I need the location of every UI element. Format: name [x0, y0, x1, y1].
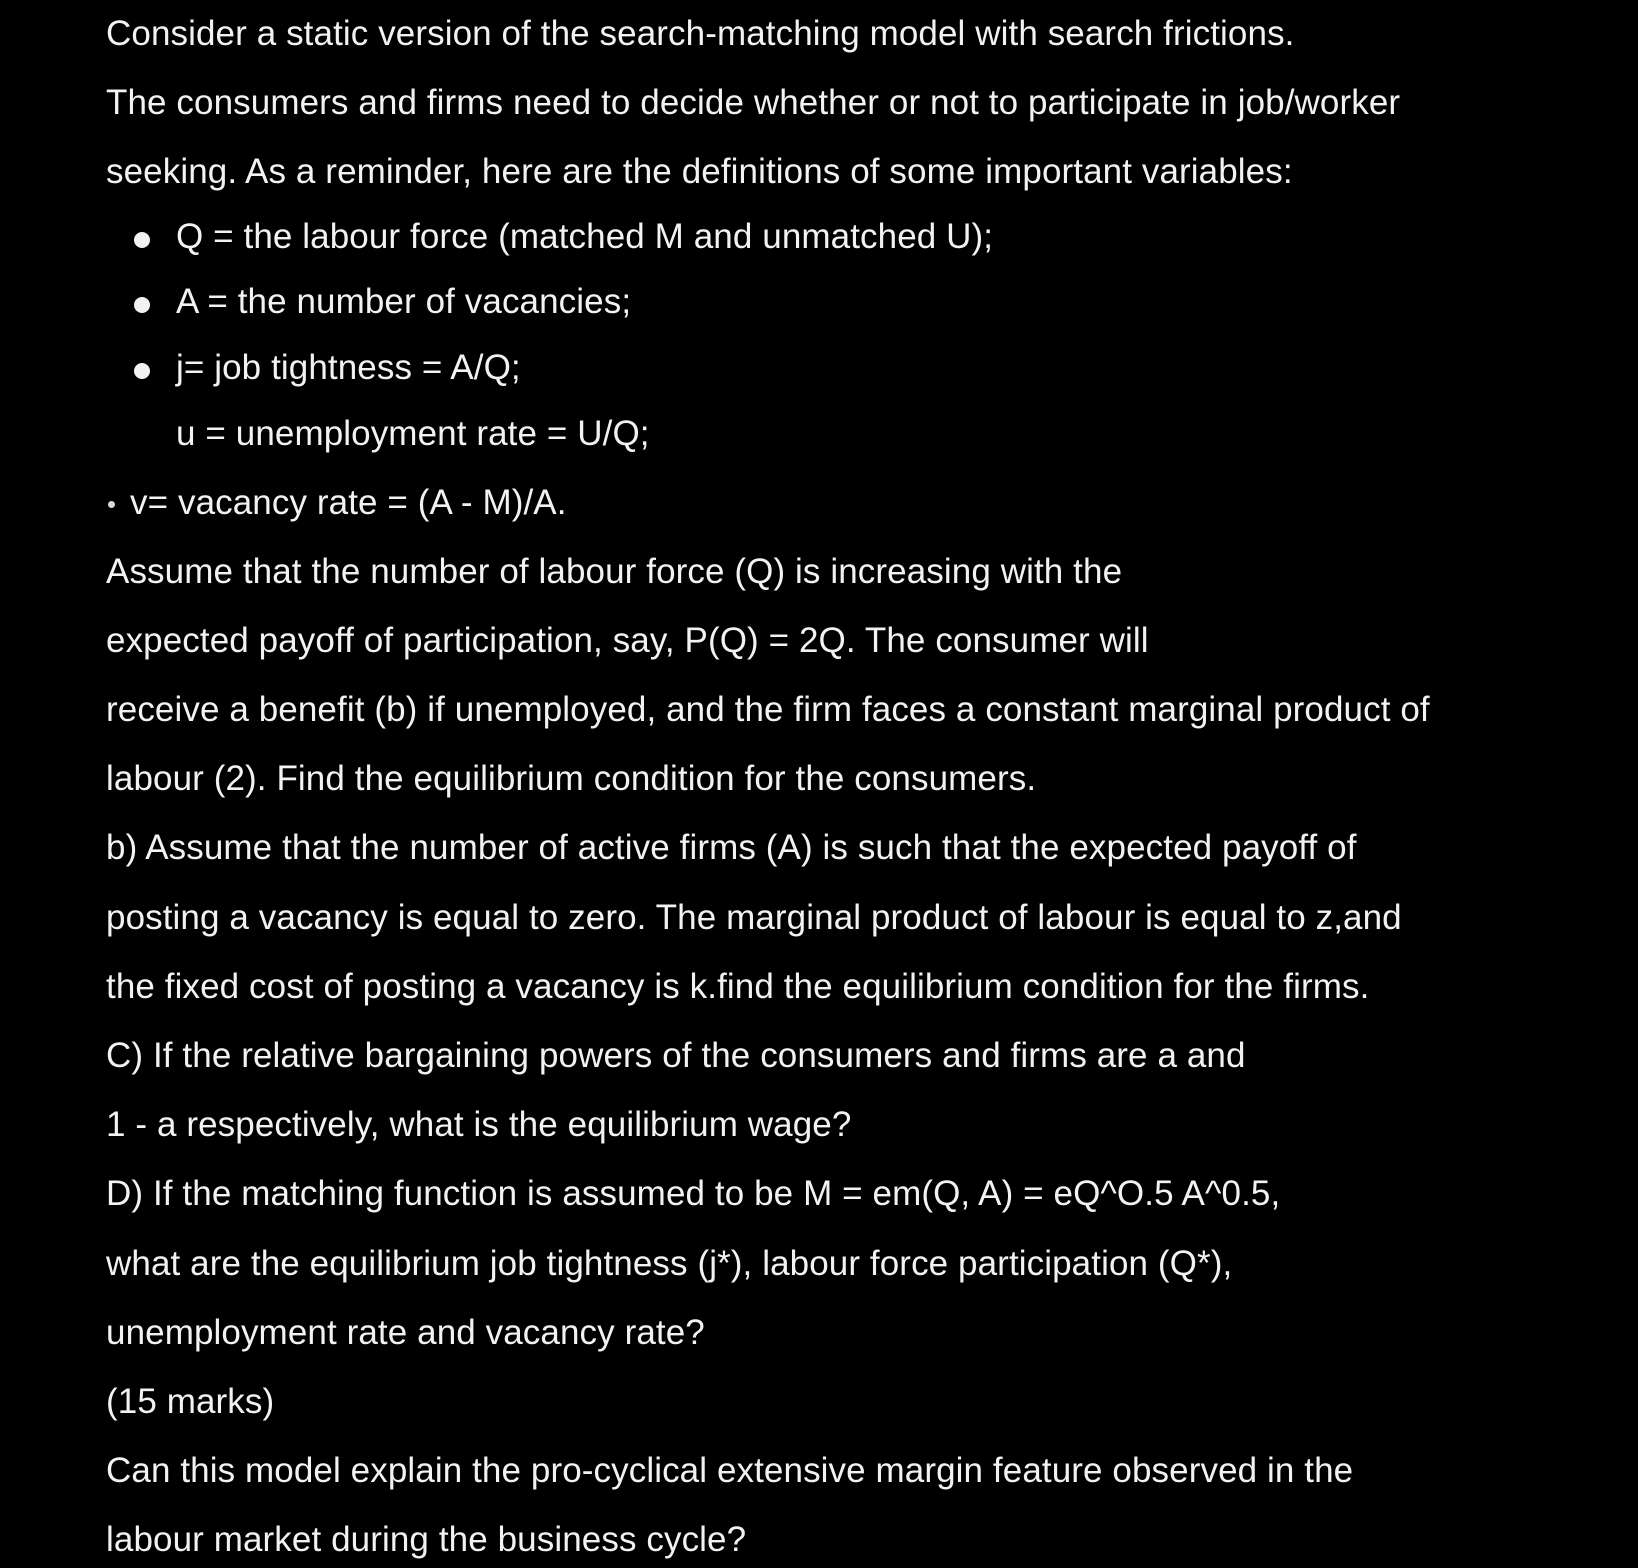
bullet-dot-icon [134, 232, 150, 248]
part-c-line-1: C) If the relative bargaining powers of the consumers and firms are a and [106, 1036, 1246, 1075]
part-c-line-2: 1 - a respectively, what is the equilibrium wage? [106, 1105, 852, 1144]
definition-unemployment-rate: u = unemployment rate = U/Q; [176, 414, 650, 453]
intro-line-2: The consumers and firms need to decide whether or not to participate in job/worker [106, 83, 1401, 122]
bullet-dot-icon [134, 297, 150, 313]
final-question-line-1: Can this model explain the pro-cyclical extensive margin feature observed in the [106, 1451, 1354, 1490]
definition-vacancy-rate: v= vacancy rate = (A - M)/A. [130, 483, 567, 522]
part-a-line-3: receive a benefit (b) if unemployed, and the firm faces a constant marginal product of [106, 690, 1430, 729]
part-d-line-2: what are the equilibrium job tightness (j*), labour force participation (Q*), [106, 1244, 1233, 1283]
part-a-line-4: labour (2). Find the equilibrium condition for the consumers. [106, 759, 1037, 798]
marks-label: (15 marks) [106, 1382, 275, 1421]
definition-labour-force: Q = the labour force (matched M and unmatched U); [176, 217, 994, 256]
part-a-line-2: expected payoff of participation, say, P(Q) = 2Q. The consumer will [106, 621, 1149, 660]
part-b-line-2: posting a vacancy is equal to zero. The marginal product of labour is equal to z,and [106, 898, 1402, 937]
intro-line-3: seeking. As a reminder, here are the definitions of some important variables: [106, 152, 1293, 191]
definition-vacancies: A = the number of vacancies; [176, 282, 632, 321]
part-b-line-3: the fixed cost of posting a vacancy is k.find the equilibrium condition for the firms. [106, 967, 1370, 1006]
part-d-line-1: D) If the matching function is assumed to be M = em(Q, A) = eQ^O.5 A^0.5, [106, 1174, 1281, 1213]
intro-line-1: Consider a static version of the search-matching model with search frictions. [106, 14, 1295, 53]
definition-job-tightness: j= job tightness = A/Q; [176, 348, 521, 387]
part-d-line-3: unemployment rate and vacancy rate? [106, 1313, 705, 1352]
bullet-dot-icon [134, 363, 150, 379]
small-bullet-icon [108, 501, 115, 508]
part-b-line-1: b) Assume that the number of active firms (A) is such that the expected payoff of [106, 828, 1357, 867]
final-question-line-2: labour market during the business cycle? [106, 1520, 747, 1559]
part-a-line-1: Assume that the number of labour force (Q) is increasing with the [106, 552, 1123, 591]
